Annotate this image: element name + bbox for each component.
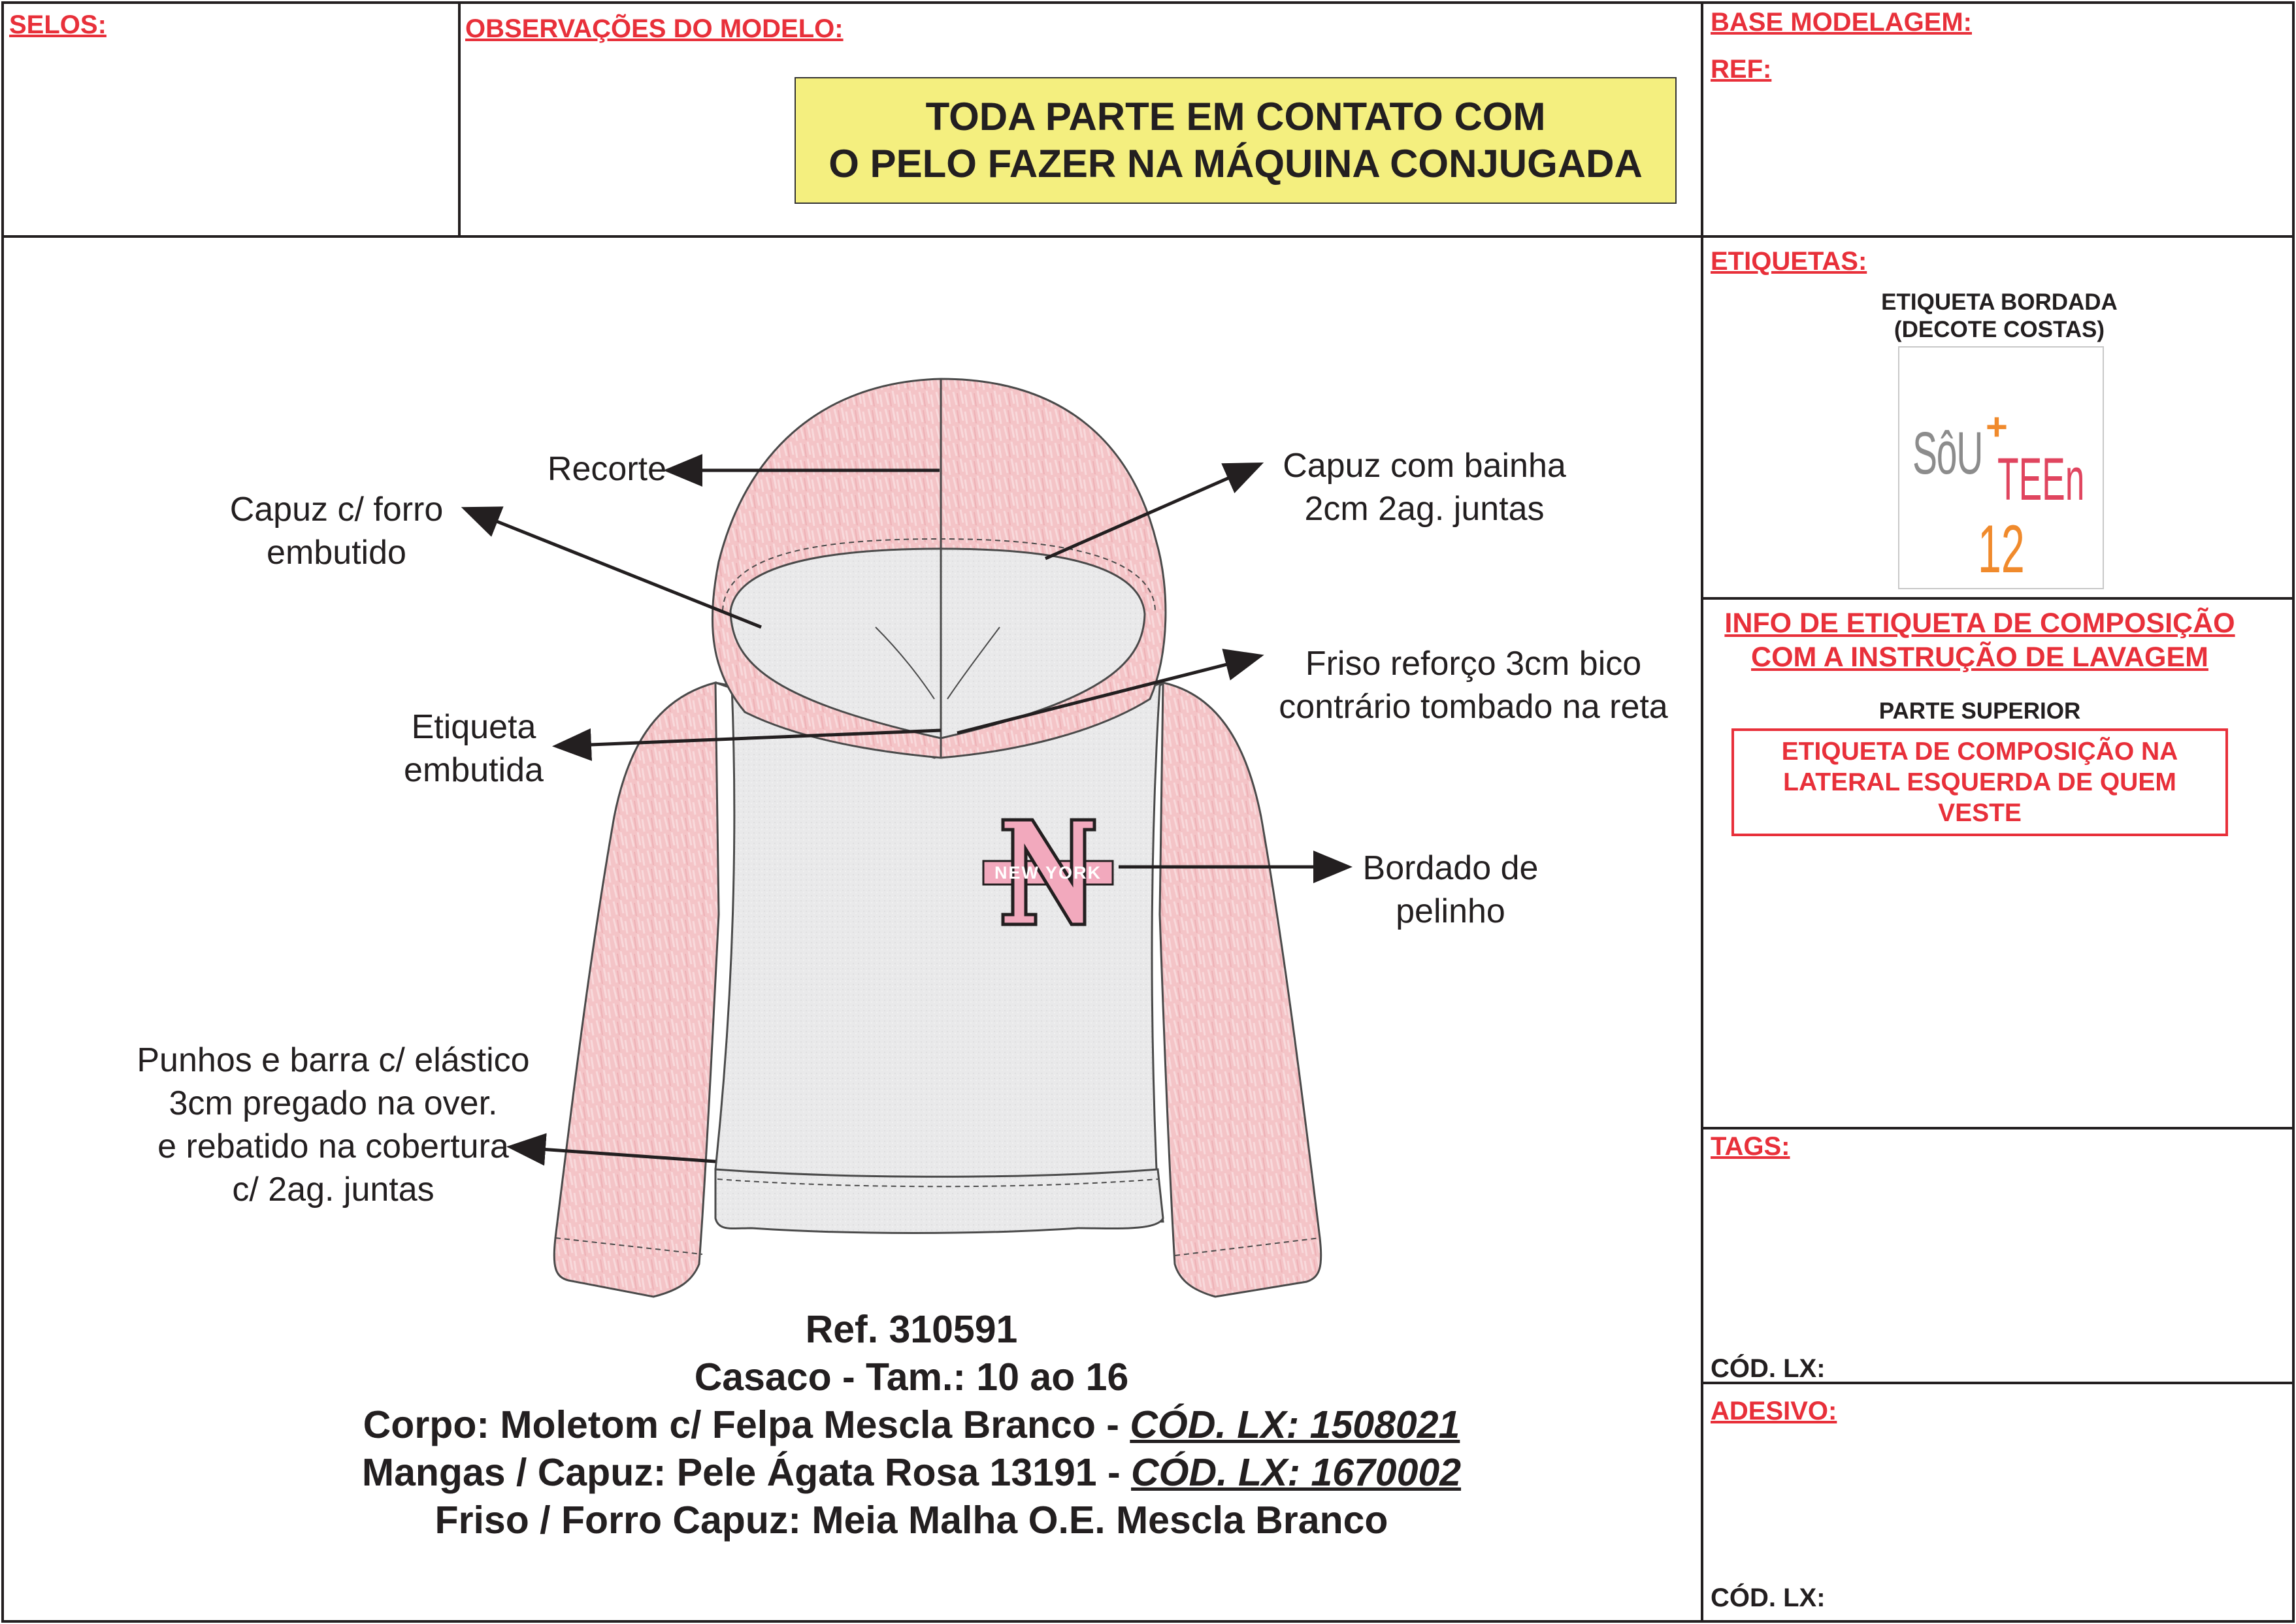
- callout-punhos-line-4: c/ 2ag. juntas: [232, 1171, 435, 1209]
- spec-corpo-text: Corpo: Moletom c/ Felpa Mescla Branco -: [363, 1403, 1130, 1446]
- callout-bordado-line-1: Bordado de: [1362, 849, 1539, 887]
- callout-recorte: Recorte: [547, 450, 666, 488]
- etiqueta-bordada-line-2: (DECOTE COSTAS): [1894, 317, 2105, 342]
- info-title-line-2: COM A INSTRUÇÃO DE LAVAGEM: [1751, 641, 2208, 673]
- callout-bordado: [1339, 847, 1562, 933]
- callout-etiqueta-line-1: Etiqueta: [411, 708, 536, 746]
- production-note-line-1: TODA PARTE EM CONTATO COM: [925, 95, 1546, 138]
- callout-etiqueta-embutida: [366, 706, 582, 792]
- logo-plus-icon: +: [1986, 406, 2008, 448]
- spec-corpo: [196, 1401, 1627, 1449]
- spec-mangas: [196, 1449, 1627, 1497]
- callout-punhos-line-1: Punhos e barra c/ elástico: [137, 1041, 530, 1079]
- info-composicao-title: [1712, 606, 2248, 674]
- callout-capuz-bainha-line-1: Capuz com bainha: [1283, 447, 1566, 485]
- spec-mangas-text: Mangas / Capuz: Pele Ágata Rosa 13191 -: [361, 1451, 1132, 1494]
- base-modelagem-label: BASE MODELAGEM:: [1711, 8, 1972, 37]
- logo-teen-text: TEEn: [1997, 446, 2085, 513]
- callout-capuz-forro-line-2: embutido: [267, 534, 406, 572]
- callout-capuz-bainha-line-2: 2cm 2ag. juntas: [1304, 490, 1545, 528]
- tags-cod-lx-label: CÓD. LX:: [1711, 1354, 1826, 1383]
- callout-etiqueta-line-2: embutida: [404, 751, 544, 789]
- composicao-line-1: ETIQUETA DE COMPOSIÇÃO NA: [1781, 738, 2178, 766]
- callout-capuz-forro-line-1: Capuz c/ forro: [229, 491, 444, 528]
- callout-friso-line-2: contrário tombado na reta: [1279, 688, 1668, 726]
- spec-ref: Ref. 310591: [805, 1308, 1018, 1351]
- callout-friso-line-1: Friso reforço 3cm bico: [1305, 645, 1642, 683]
- spec-corpo-lx: CÓD. LX: 1508021: [1130, 1403, 1460, 1446]
- callout-punhos-line-2: 3cm pregado na over.: [169, 1084, 498, 1122]
- adesivo-cod-lx-label: CÓD. LX:: [1711, 1583, 1826, 1612]
- patch-text: NEW YORK: [994, 863, 1102, 883]
- callout-friso: [1248, 642, 1699, 728]
- etiqueta-bordada-line-1: ETIQUETA BORDADA: [1881, 289, 2118, 315]
- callout-capuz-bainha: [1261, 444, 1588, 530]
- adesivo-label: ADESIVO:: [1711, 1397, 1837, 1425]
- etiqueta-bordada-caption: [1764, 289, 2235, 344]
- composicao-line-3: VESTE: [1938, 799, 2022, 827]
- logo-size-number: 12: [1978, 512, 2025, 587]
- production-note-line-2: O PELO FAZER NA MÁQUINA CONJUGADA: [828, 142, 1643, 186]
- spec-casaco: Casaco - Tam.: 10 ao 16: [694, 1356, 1129, 1399]
- ref-label: REF:: [1711, 55, 1772, 84]
- parte-superior-label: PARTE SUPERIOR: [1878, 698, 2081, 724]
- garment-specs: [196, 1306, 1627, 1544]
- callout-capuz-forro: [196, 488, 477, 574]
- spec-friso: Friso / Forro Capuz: Meia Malha O.E. Mescla Branco: [435, 1499, 1388, 1542]
- selos-label: SELOS:: [9, 10, 107, 39]
- composicao-line-2: LATERAL ESQUERDA DE QUEM: [1783, 768, 2176, 796]
- spec-mangas-lx: CÓD. LX: 1670002: [1131, 1451, 1462, 1494]
- observacoes-label: OBSERVAÇÕES DO MODELO:: [465, 14, 844, 43]
- callout-punhos-line-3: e rebatido na cobertura: [157, 1128, 509, 1165]
- info-title-line-1: INFO DE ETIQUETA DE COMPOSIÇÃO: [1724, 608, 2235, 639]
- callout-punhos: [65, 1039, 601, 1211]
- callout-bordado-line-2: pelinho: [1396, 892, 1505, 930]
- tags-label: TAGS:: [1711, 1132, 1790, 1161]
- etiquetas-label: ETIQUETAS:: [1711, 247, 1867, 276]
- composicao-instruction-box: [1731, 728, 2228, 836]
- logo-sou-text: SôU: [1912, 420, 1983, 487]
- woven-label-logo: [1898, 346, 2104, 589]
